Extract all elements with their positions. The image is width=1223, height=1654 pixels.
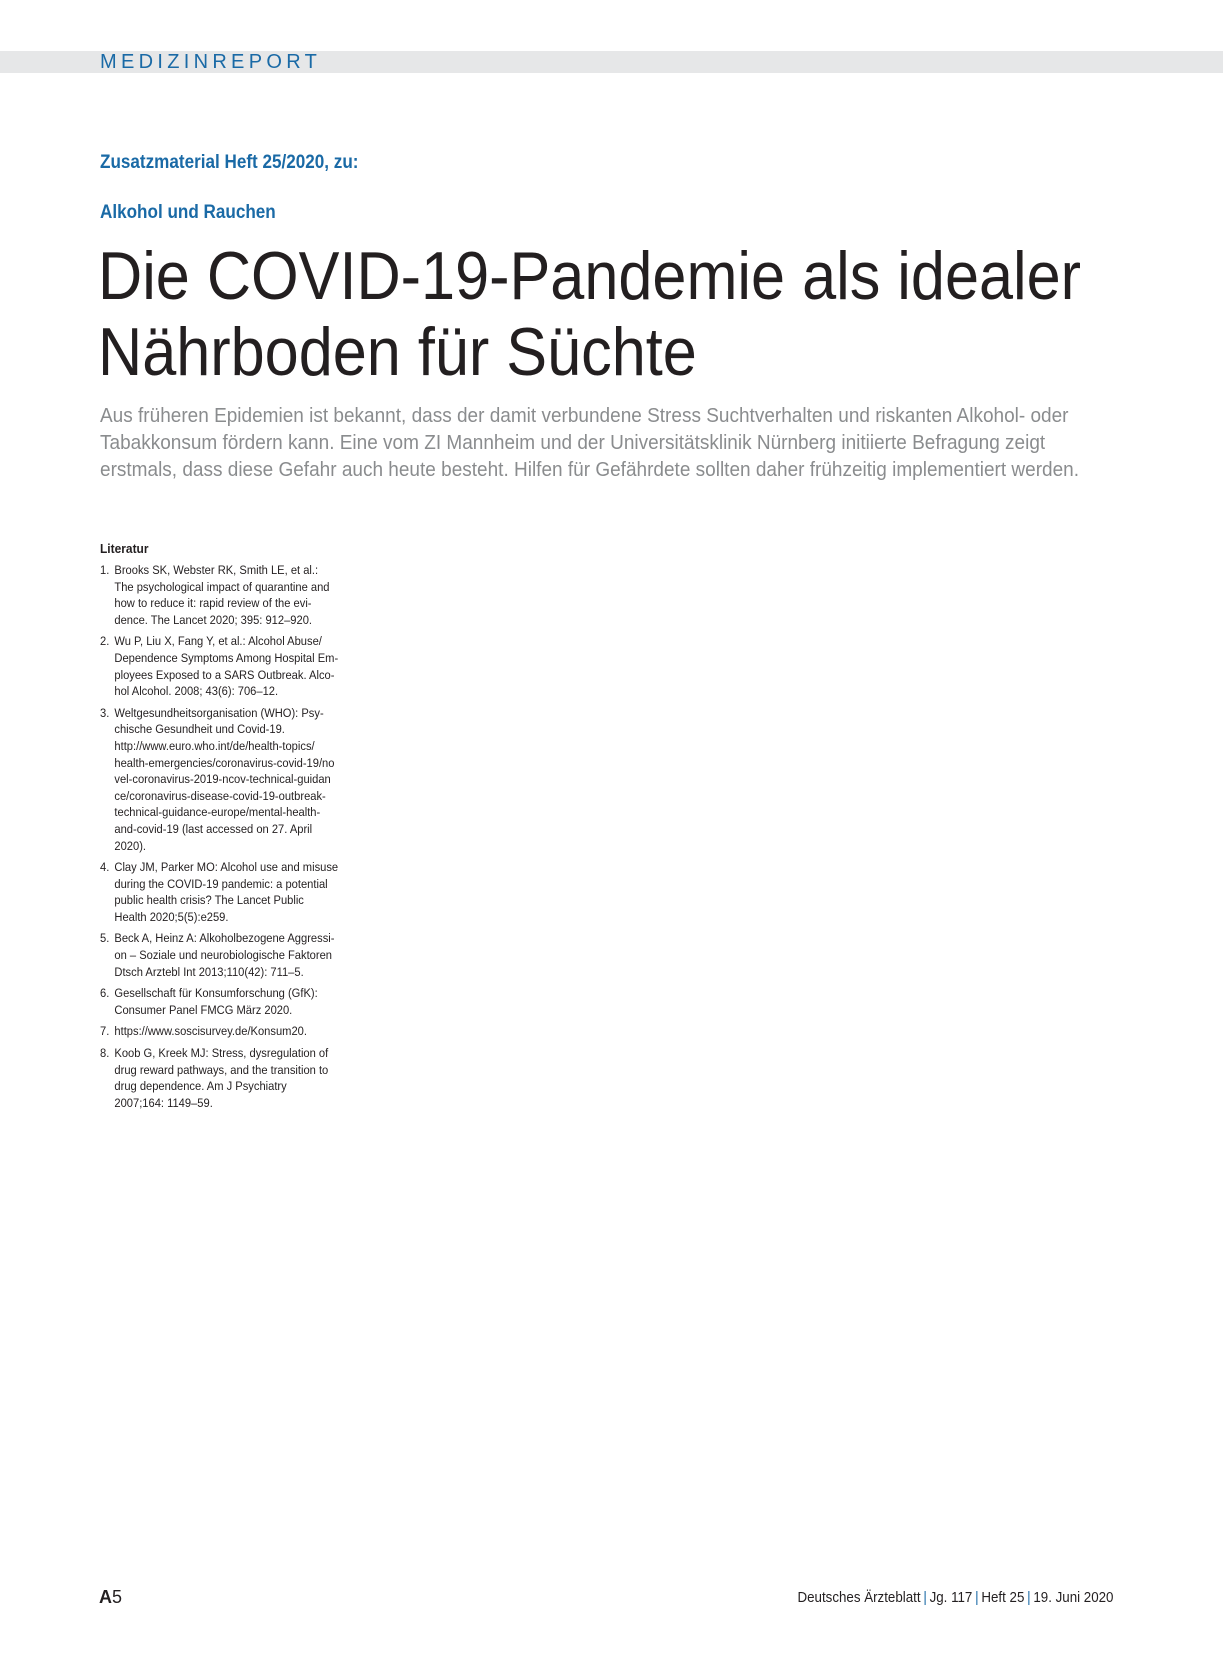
separator: | [922, 1590, 927, 1606]
reference-text-line: on – Soziale und neurobiologische Faktoren [114, 948, 333, 963]
reference-text-line: 2020). [114, 838, 147, 853]
reference-text-line: Dependence Symptoms Among Hospital Em- [114, 650, 339, 665]
reference-item [100, 1023, 384, 1040]
reference-number: 6. [100, 986, 110, 1001]
reference-text-line: vel-coronavirus-2019-ncov-technical-guidan [114, 772, 331, 787]
reference-text-line: http://www.euro.who.int/de/health-topics/ [114, 738, 315, 753]
reference-text-line: ce/coronavirus-disease-covid-19-outbreak- [114, 788, 326, 803]
reference-text-line: Brooks SK, Webster RK, Smith LE, et al.: [114, 563, 319, 577]
reference-text-line: health-emergencies/coronavirus-covid-19/no [114, 755, 335, 770]
reference-text-line: dence. The Lancet 2020; 395: 912–920. [114, 612, 312, 627]
reference-list [100, 562, 390, 1111]
supplement-note: Zusatzmaterial Heft 25/2020, zu: [100, 152, 359, 173]
reference-text-line: Koob G, Kreek MJ: Stress, dysregulation of [114, 1046, 329, 1061]
reference-text-line: Beck A, Heinz A: Alkoholbezogene Aggressi- [114, 931, 335, 946]
reference-item [100, 859, 384, 925]
reference-text-line: during the COVID-19 pandemic: a potential [114, 876, 328, 891]
reference-text-line: Weltgesundheitsorganisation (WHO): Psy- [114, 705, 324, 720]
reference-text-line: drug reward pathways, and the transition to [114, 1062, 329, 1077]
reference-text-line: Clay JM, Parker MO: Alcohol use and misuse [114, 860, 339, 875]
page-prefix: A [99, 1587, 112, 1607]
reference-number: 1. [100, 563, 110, 577]
page-number [99, 1586, 122, 1608]
references-title: Literatur [100, 541, 149, 556]
journal-volume: Jg. 117 [929, 1590, 972, 1606]
reference-text-line: The psychological impact of quarantine and [114, 579, 330, 594]
reference-number: 8. [100, 1046, 110, 1061]
reference-item [100, 633, 384, 699]
lead-line: Tabakkonsum fördern kann. Eine vom ZI Mannheim und der Universitätsklinik Nürnberg initiierte Befragung zeigt [100, 432, 1046, 454]
reference-text-line: Dtsch Arztebl Int 2013;110(42): 711–5. [114, 964, 304, 979]
article-lead [100, 403, 1164, 484]
lead-line: Aus früheren Epidemien ist bekannt, dass der damit verbundene Stress Suchtverhalten und riskanten Alkohol- oder [100, 405, 1069, 427]
reference-number: 4. [100, 860, 110, 875]
reference-item [100, 1045, 384, 1111]
reference-number: 3. [100, 705, 110, 720]
lead-line: erstmals, dass diese Gefahr auch heute besteht. Hilfen für Gefährdete sollten daher frühzeitig implementiert werden. [100, 459, 1080, 481]
reference-item [100, 985, 384, 1018]
references-section [100, 540, 390, 1116]
reference-item [100, 562, 384, 628]
page-number-value: 5 [112, 1587, 123, 1607]
journal-issue: Heft 25 [980, 1590, 1024, 1606]
reference-number: 2. [100, 634, 110, 649]
reference-text-line: Wu P, Liu X, Fang Y, et al.: Alcohol Abuse/ [114, 634, 322, 649]
section-label: MEDIZINREPORT [100, 51, 322, 73]
reference-text-line: Consumer Panel FMCG März 2020. [114, 1002, 293, 1017]
reference-text-line: chische Gesundheit und Covid-19. [114, 722, 285, 737]
reference-text-line: public health crisis? The Lancet Public [114, 893, 304, 908]
reference-text-line: hol Alcohol. 2008; 43(6): 706–12. [114, 684, 279, 699]
title-line: Die COVID-19-Pandemie als idealer [98, 238, 1082, 314]
title-line: Nährboden für Süchte [98, 314, 697, 390]
reference-text-line: Gesellschaft für Konsumforschung (GfK): [114, 986, 318, 1001]
reference-item [100, 705, 384, 854]
journal-name: Deutsches Ärzteblatt [797, 1590, 921, 1606]
reference-text-line: https://www.soscisurvey.de/Konsum20. [114, 1024, 307, 1039]
reference-text-line: drug dependence. Am J Psychiatry [114, 1079, 287, 1094]
reference-text-line: Health 2020;5(5):e259. [114, 909, 229, 924]
reference-number: 5. [100, 931, 110, 946]
reference-text-line: 2007;164: 1149–59. [114, 1095, 213, 1110]
reference-text-line: ployees Exposed to a SARS Outbreak. Alco- [114, 667, 335, 682]
journal-date: 19. Juni 2020 [1032, 1590, 1113, 1606]
reference-text-line: how to reduce it: rapid review of the evi- [114, 596, 312, 611]
separator: | [1026, 1590, 1031, 1606]
reference-item [100, 930, 384, 980]
journal-citation [797, 1589, 1113, 1607]
separator: | [974, 1590, 979, 1606]
reference-text-line: technical-guidance-europe/mental-health- [114, 805, 321, 820]
reference-text-line: and-covid-19 (last accessed on 27. April [114, 821, 313, 836]
reference-number: 7. [100, 1024, 110, 1039]
article-kicker: Alkohol und Rauchen [100, 202, 276, 223]
article-title [98, 238, 1088, 390]
